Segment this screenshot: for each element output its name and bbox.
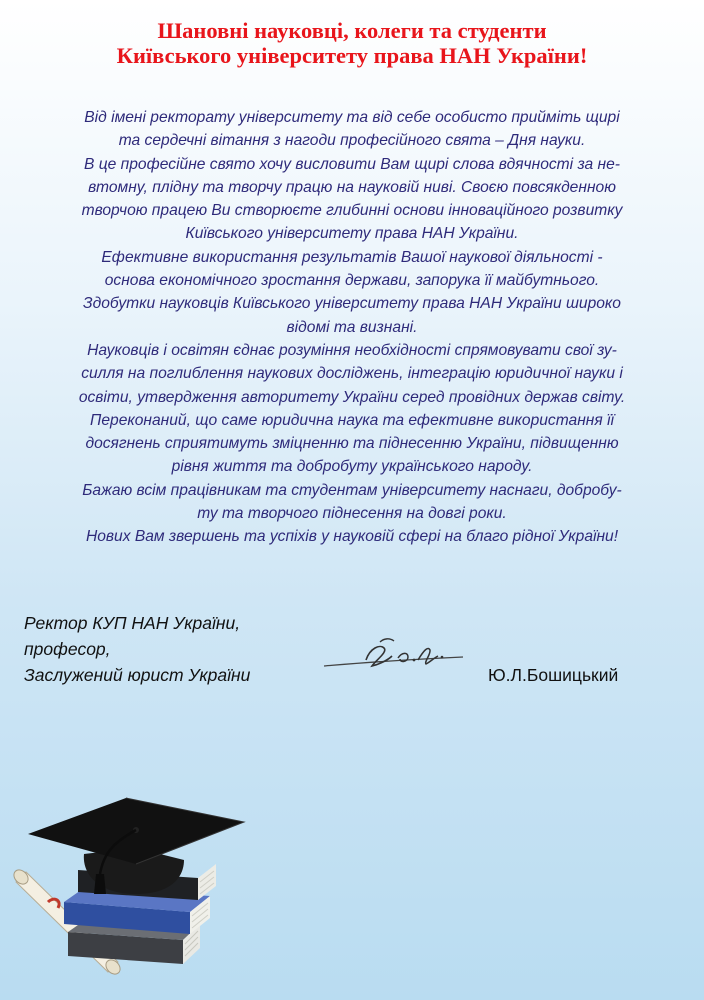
graduation-cap-books-icon	[8, 790, 258, 985]
body-line: освіти, утвердження авторитету України серед провідних держав світу.	[78, 388, 626, 406]
body-line: рівня життя та добробуту українського народу.	[171, 458, 533, 476]
body-line: основа економічного зростання держави, запорука її майбутнього.	[104, 272, 600, 290]
greeting-title	[0, 18, 704, 68]
body-line: Бажаю всім працівникам та студентам університету наснаги, добробу-	[82, 481, 622, 499]
rector-name: Ю.Л.Бошицький	[488, 665, 619, 685]
body-line: Науковців і освітян єднає розуміння необхідності спрямовувати свої зу-	[87, 341, 617, 359]
signature-block	[24, 610, 250, 688]
rector-honor: Заслужений юрист України	[24, 665, 251, 685]
body-line: досягнень сприятимуть зміцненню та піднесенню України, підвищенню	[85, 435, 619, 453]
greeting-body	[22, 106, 682, 549]
rector-position: Ректор КУП НАН України,	[24, 613, 241, 633]
body-line: Переконаний, що саме юридична наука та ефективне використання її	[90, 411, 614, 429]
body-line: ту та творчого піднесення на довгі роки.	[197, 505, 507, 523]
body-line: відомі та визнані.	[286, 318, 418, 336]
body-line: Ефективне використання результатів Вашої наукової діяльності -	[101, 248, 603, 266]
body-line: В це професійне свято хочу висловити Вам щирі слова вдячності за не-	[84, 155, 620, 173]
handwritten-signature	[318, 630, 468, 682]
title-line-1: Шановні науковці, колеги та студенти	[157, 18, 547, 43]
body-line: Київського університету права НАН України.	[185, 225, 519, 243]
rector-title: професор,	[24, 639, 111, 659]
body-line: втомну, плідну та творчу працю на науковій ниві. Своєю повсякденною	[88, 178, 616, 196]
title-line-2: Київського університету права НАН України!	[116, 43, 588, 68]
body-line: творчою працею Ви створюєте глибинні основи інноваційного розвитку	[81, 202, 623, 220]
body-line: та сердечні вітання з нагоди професійного свята – Дня науки.	[118, 132, 586, 150]
body-line: Від імені ректорату університету та від себе особисто прийміть щирі	[84, 109, 620, 126]
body-line: силля на поглиблення наукових досліджень, інтеграцію юридичної науки і	[81, 365, 623, 383]
body-line: Нових Вам звершень та успіхів у науковій сфері на благо рідної України!	[85, 528, 619, 546]
body-line: Здобутки науковців Київського університету права НАН України широко	[83, 295, 621, 313]
